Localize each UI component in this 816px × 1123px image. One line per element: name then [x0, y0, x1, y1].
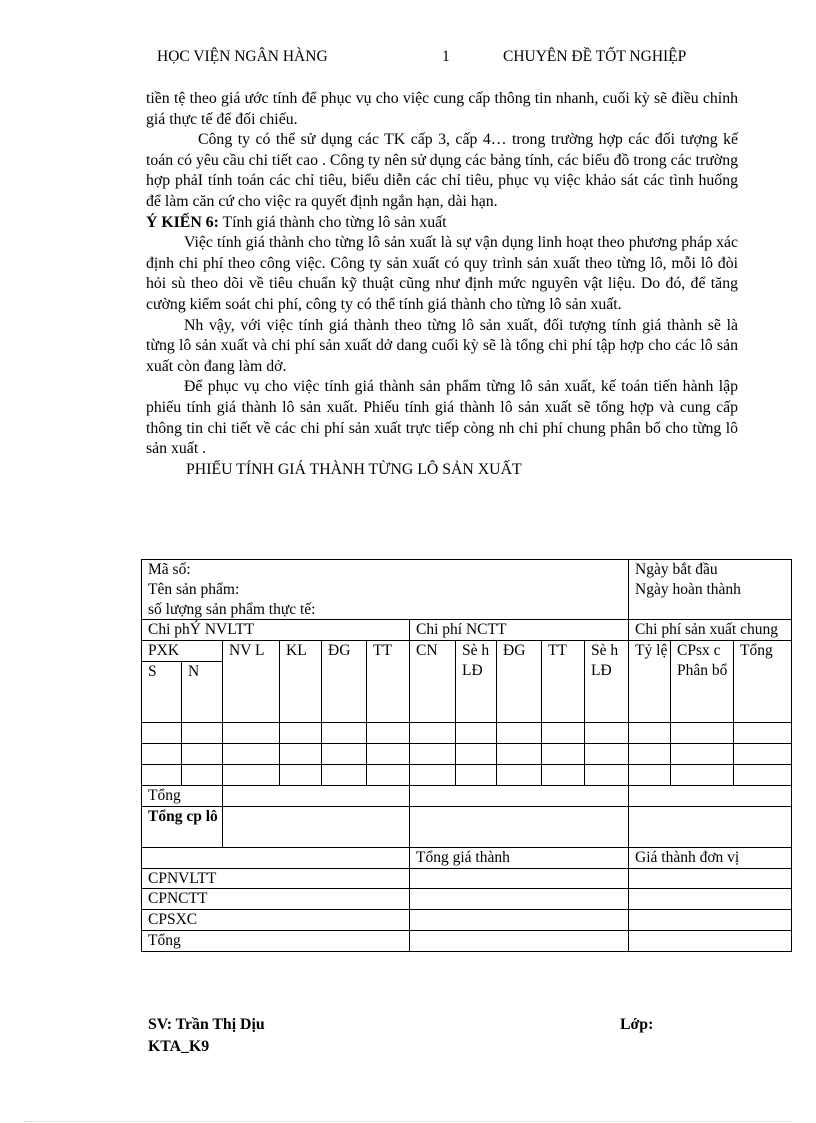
col-pxk-n: N: [182, 661, 223, 722]
idea-text: Tính giá thành cho từng lô sản xuất: [218, 213, 447, 231]
paragraph-2: Công ty có thể sử dụng các TK cấp 3, cấp 4… trong trường hợp các đối tượng kế toán có yêu cầu chi tiết cao . Công ty nên sử dụng các bảng tính, các biểu đồ trong các trường hợp phảI tính toán các chỉ tiêu, biểu diễn các chỉ tiêu, phục vụ việc khảo sát các tình huống để làm căn cứ cho việc ra quyết định ngắn hạn, dài hạn.: [146, 131, 738, 210]
header-page-number: 1: [442, 48, 450, 65]
data-row: [142, 743, 792, 764]
summary-header-row: [142, 847, 792, 868]
total-cost-lot-row: [142, 806, 792, 847]
unit-cost-header: Giá thành đơn vị: [629, 847, 792, 868]
column-header-row-1: [142, 641, 792, 662]
summary-label: CPSXC: [142, 910, 410, 931]
col-nvl: NV L: [223, 641, 280, 723]
start-date-label: Ngày bắt đầu: [635, 561, 718, 578]
col-tt-labor: TT: [542, 641, 585, 723]
col-pxk-s: S: [142, 661, 182, 722]
col-total: Tổng: [734, 641, 792, 723]
summary-row: [142, 930, 792, 951]
page-bottom-edge: [24, 1121, 792, 1122]
total-cost-header: Tổng giá thành: [410, 847, 629, 868]
col-cn: CN: [410, 641, 456, 723]
finish-date-label: Ngày hoàn thành: [635, 580, 741, 598]
summary-label: CPNCTT: [142, 889, 410, 910]
idea-heading: [146, 213, 738, 234]
paragraph-5: Để phục vụ cho việc tính giá thành sản phẩm từng lô sản xuất, kế toán tiến hành lập phiếu tính giá thành lô sản xuất. Phiếu tính giá thành lô sản xuất sẽ tổng hợp và cung cấp thông tin chi tiết về các chi phí sản xuất trực tiếp còng nh chi phí chung phân bổ cho từng lô sản xuất .: [146, 378, 738, 458]
total-row: [142, 785, 792, 806]
col-hours-overhead: Sè h LĐ: [585, 641, 629, 723]
total-row-label: Tổng: [142, 785, 223, 806]
idea-label: Ý KIẾN 6:: [146, 213, 219, 231]
col-ratio: Tỷ lệ: [629, 641, 671, 723]
group-labor: Chi phí NCTT: [410, 620, 629, 641]
total-cost-lot-label: Tổng cp lô: [142, 806, 223, 847]
page-footer: [148, 1014, 708, 1058]
body-text: [146, 89, 738, 480]
group-header-row: [142, 620, 792, 641]
info-right: [629, 560, 792, 620]
info-row: [142, 560, 792, 620]
data-row: [142, 764, 792, 785]
col-tt-material: TT: [367, 641, 410, 723]
col-overhead-allocated: CPsx c Phân bổ: [671, 641, 734, 723]
info-left: [142, 560, 629, 620]
summary-label: CPNVLTT: [142, 868, 410, 889]
class-code: KTA_K9: [148, 1038, 210, 1055]
summary-row: [142, 868, 792, 889]
pxk-header: PXK: [142, 641, 223, 662]
col-dg-material: ĐG: [322, 641, 367, 723]
quantity-label: số lượng sản phẩm thực tế:: [148, 600, 316, 618]
summary-row: [142, 889, 792, 910]
student-name: SV: Trần Thị Dịu: [148, 1016, 265, 1033]
col-dg-labor: ĐG: [497, 641, 542, 723]
table-title: PHIẾU TÍNH GIÁ THÀNH TỪNG LÔ SẢN XUẤT: [186, 460, 522, 478]
product-name-label: Tên sản phẩm:: [148, 580, 240, 598]
summary-row: [142, 910, 792, 931]
page-header: [157, 48, 737, 70]
col-kl: KL: [280, 641, 322, 723]
paragraph-1: tiền tệ theo giá ước tính để phục vụ cho việc cung cấp thông tin nhanh, cuối kỳ sẽ điều chỉnh giá thực tế để đối chiếu.: [146, 90, 738, 128]
header-document-type: CHUYÊN ĐỀ TỐT NGHIỆP: [503, 48, 687, 65]
data-row: [142, 722, 792, 743]
paragraph-3: Việc tính giá thành cho từng lô sản xuất là sự vận dụng linh hoạt theo phương pháp xác định chi phí theo công việc. Công ty sản xuất có quy trình sản xuất theo từng lô, mỗi lô đòi hỏi sù theo dõi về tiêu chuẩn kỹ thuật cũng như định mức nguyên vật liệu. Do đó, để tăng cường kiểm soát chi phí, công ty có thể tính giá thành cho từng lô sản xuất.: [146, 234, 738, 313]
class-label: Lớp:: [620, 1016, 654, 1033]
paragraph-4: Nh vậy, với việc tính giá thành theo từng lô sản xuất, đối tượng tính giá thành sẽ là từng lô sản xuất và chi phí sản xuất dở dang cuối kỳ sẽ là tổng chi phí tập hợp cho các lô sản xuất còn đang làm dở.: [146, 316, 738, 375]
code-label: Mã số:: [148, 561, 191, 578]
summary-label: Tổng: [142, 930, 410, 951]
col-hours-labor: Sè h LĐ: [456, 641, 497, 723]
group-material: Chi phÝ NVLTT: [142, 620, 410, 641]
group-overhead: Chi phí sản xuất chung: [629, 620, 792, 641]
header-institution: HỌC VIỆN NGÂN HÀNG: [157, 48, 328, 65]
cost-sheet-table: [141, 559, 792, 952]
